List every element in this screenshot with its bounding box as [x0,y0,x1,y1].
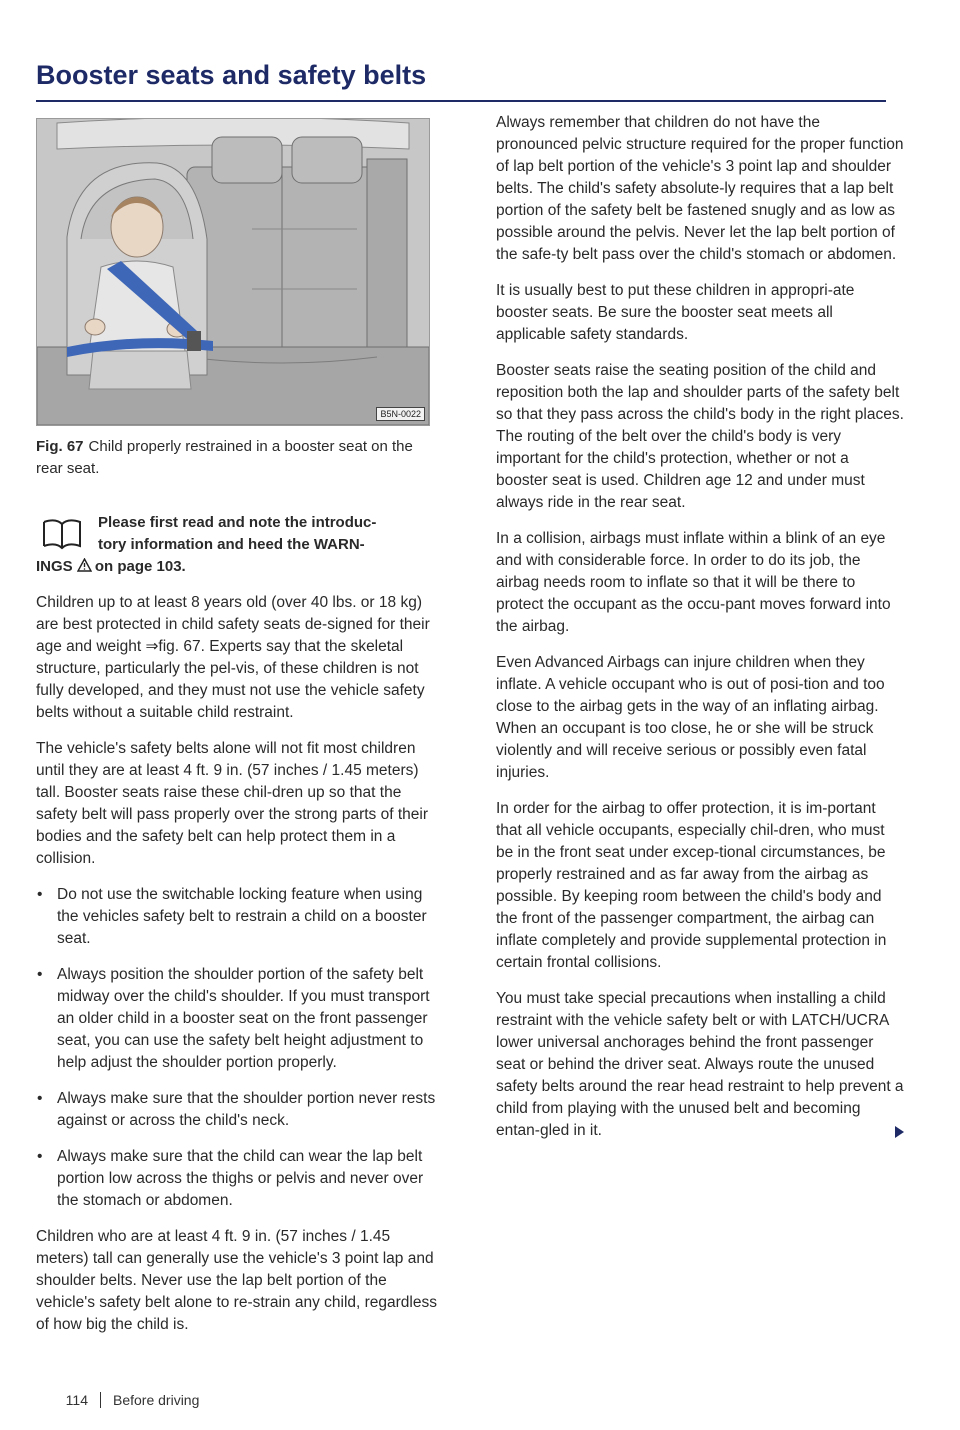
right-paragraph-3: Booster seats raise the seating position of the child and reposition both the lap and shoulder parts of the safety belt so that they pass across the child's body in the right places. The routing of the belt over the child's body is very important for the child's protection, whether or not a booster seat is used. Children age 12 and under must always ride in the rear seat. [496,362,904,511]
right-paragraph-4: In a collision, airbags must inflate within a blink of an eye and with considerable force. In order to do its job, the airbag needs room to inflate so that it will be there to protect the occupant as the occu-pant moves forward into the airbag. [496,530,891,635]
right-paragraph-2: It is usually best to put these children in appropri-ate booster seats. Be sure the booster seat meets all applicable safety standards. [496,282,855,343]
bullet-item-3: • Always make sure that the shoulder portion never rests against or across the child's neck. [36,1088,442,1132]
warning-triangle-icon [77,558,92,572]
right-column [496,112,904,1156]
notice-block [36,512,436,578]
figure-code: B5N-0022 [376,407,425,421]
page-footer [36,1392,199,1408]
left-paragraph-3: Children who are at least 4 ft. 9 in. (57 inches / 1.45 meters) tall can generally use the vehicle's 3 point lap and shoulder belts. Never use the lap belt portion of the vehicle's safety belt alone to re-strain any child, regardless of how big the child is. [36,1228,437,1333]
page-number: 114 [36,1392,101,1408]
continue-arrow-icon [895,1126,904,1138]
figure-caption [36,436,436,480]
figure-label: Fig. 67 [36,438,84,455]
booster-seat-illustration [37,119,429,425]
figure-caption-text: Child properly restrained in a booster seat on the rear seat. [36,438,413,477]
left-paragraph-2: The vehicle's safety belts alone will not fit most children until they are at least 4 ft. 9 in. (57 inches / 1.45 meters) tall. Booster seats raise these chil-dren up so that the safety belt will pass properly over the strong parts of their bodies and the safety belt can help protect them in a collision. [36,740,428,867]
bullet-item-1: • Do not use the switchable locking feature when using the vehicles safety belt to restrain a child on a booster seat. [36,884,442,950]
section-name: Before driving [113,1392,200,1408]
bullet-item-4: • Always make sure that the child can wear the lap belt portion low across the thighs or pelvis and never over the stomach or abdomen. [36,1146,442,1212]
right-paragraph-7 [496,988,904,1142]
notice-line-2: tory information and heed the WARN- [98,536,365,553]
right-paragraph-7-text: You must take special precautions when installing a child restraint with the vehicle safety belt or with LATCH/UCRA lower universal anchorages behind the front passenger seat or behind the driver seat. Always route the unused safety belts around the rear head restraint to help prevent a child from playing with the unused belt and becoming entan-gled in it. [496,990,904,1139]
left-column [36,592,442,1350]
right-paragraph-1: Always remember that children do not have the pronounced pelvic structure required for the proper function of lap belt portion of the vehicle's 3 point lap and shoulder belts. The child's safety absolute-ly requires that a lap belt portion of the safety belt be fastened snugly and as low as possible around the pelvis. Never let the lap belt portion of the safe-ty belt pass over the child's stomach or abdomen. [496,114,904,263]
notice-line-3-start: INGS [36,558,73,575]
bullet-item-2: • Always position the shoulder portion of the safety belt midway over the child's shoulder. If you must transport an older child in a booster seat on the front passenger seat, you can use the safety belt height adjustment to help adjust the shoulder portion properly. [36,964,442,1074]
left-paragraph-1: Children up to at least 8 years old (over 40 lbs. or 18 kg) are best protected in child safety seats de-signed for their age and weight ⇒fig. 67. Experts say that the skeletal structure, particularly the pel-vis, of these children is not fully developed, and they must not use the vehicle safety belts without a suitable child restraint. [36,594,430,721]
title-rule [36,100,886,102]
figure-booster-seat [36,118,430,426]
right-paragraph-5: Even Advanced Airbags can injure children when they inflate. A vehicle occupant who is out of posi-tion and too close to the airbag gets in the way of an inflating airbag. When an occupant is too close, he or she will be struck violently and will receive serious or possibly even fatal injuries. [496,654,885,781]
notice-page-ref[interactable]: on page 103. [94,558,186,575]
page-title: Booster seats and safety belts [36,60,427,90]
notice-line-3 [36,558,186,575]
notice-line-1: Please first read and note the introduc- [98,514,377,531]
right-paragraph-6: In order for the airbag to offer protection, it is im-portant that all vehicle occupants, especially chil-dren, who must be in the front seat under excep-tional circumstances, be properly restrained and as far away from the airbag as possible. By keeping room between the child's body and the front of the passenger compartment, the airbag can inflate completely and provide supplemental protection in certain frontal collisions. [496,800,887,971]
